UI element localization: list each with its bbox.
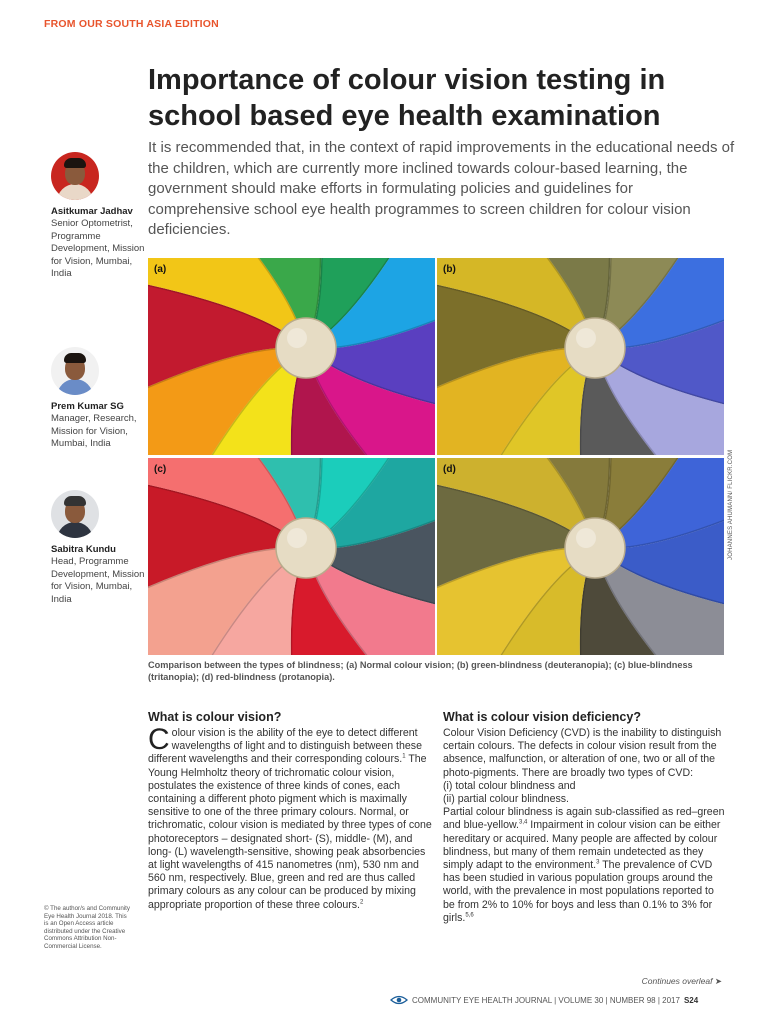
reference-marker: 1 — [402, 753, 406, 760]
author-role: Senior Optometrist, Programme Development, Mission for Vision, Mumbai, India — [51, 218, 145, 279]
page-title: Importance of colour vision testing in school based eye health examination — [148, 64, 666, 132]
standfirst: It is recommended that, in the context of rapid improvements in the educational needs of the children, which are currently more inclined towards colour-based learning, the government should make efforts in formulating policies and guidelines for comprehensive school eye health programmes to screen children for colour vision deficiencies. — [148, 139, 735, 238]
license-note: © The author/s and Community Eye Health Journal 2018. This is an Open Access article distributed under the Creative Commons Attribution Non-Commercial License. — [44, 905, 130, 950]
panel-label: (c) — [154, 464, 167, 475]
section-colour-vision — [148, 710, 433, 912]
continues-overleaf: Continues overleaf ➤ — [641, 976, 722, 986]
photo-panel-c — [148, 458, 435, 655]
photo-panel-b — [437, 258, 724, 455]
avatar — [51, 347, 99, 395]
reference-marker: 5,6 — [465, 912, 474, 919]
wooden-ball — [565, 518, 625, 578]
author-role: Head, Programme Development, Mission for Vision, Mumbai, India — [51, 556, 145, 605]
list-item: (ii) partial colour blindness. — [443, 793, 570, 806]
list-item: (i) total colour blindness and — [443, 779, 576, 792]
author-name: Asitkumar Jadhav — [51, 206, 133, 217]
author-name: Prem Kumar SG — [51, 401, 124, 412]
avatar — [51, 152, 99, 200]
photo-panel-d — [437, 458, 724, 655]
panel-label: (d) — [443, 464, 456, 475]
section-heading: What is colour vision deficiency? — [443, 710, 641, 724]
section-heading: What is colour vision? — [148, 710, 282, 724]
photo-credit: JOHANNES AHUMANN/ FLICKR.COM — [728, 449, 734, 560]
eye-logo-icon — [390, 995, 408, 1005]
section-colour-vision-deficiency — [443, 710, 728, 925]
journal-info: COMMUNITY EYE HEALTH JOURNAL | VOLUME 30 | NUMBER 98 | 2017 — [412, 995, 680, 1005]
wooden-ball — [276, 518, 336, 578]
author-3 — [51, 490, 145, 606]
avatar — [51, 490, 99, 538]
colour-blindness-photo-grid — [148, 258, 724, 655]
photo-panel-a — [148, 258, 435, 455]
panel-label: (a) — [154, 264, 167, 275]
page-footer — [390, 995, 725, 1005]
wooden-ball — [565, 318, 625, 378]
author-name: Sabitra Kundu — [51, 544, 116, 555]
author-1 — [51, 152, 145, 281]
section-body: Colour Vision Deficiency (CVD) is the inability to distinguish certain colours. The defects in colour vision result from the absence, malfunction, or alteration of one, two or all of the photo-pigments. There are broadly two types of CVD: (i) total colour blindness and (ii) partial colour blindness. Partial colour blindness is again sub-classified as red–green and blue-yellow.$^{3,4}$ Impairment in colour vision can be either hereditary or acquired. Many people are affected by colour blindness, but many of them remain undetected as they simply adapt to the environment.$^3$ The prevalence of CVD has been studied in various population groups around the world, with the prevalence in most populations reported to be from 2% to 10% for boys and less than 0.1% to 3% for girls.$^{5,6}$ — [443, 727, 725, 924]
page-number: S24 — [683, 995, 699, 1005]
panel-label: (b) — [443, 264, 456, 275]
reference-marker: 3,4 — [518, 819, 528, 826]
author-role: Manager, Research, Mission for Vision, Mumbai, India — [51, 413, 137, 449]
reference-marker: 3 — [596, 859, 600, 866]
wooden-ball — [276, 318, 336, 378]
reference-marker: 2 — [360, 899, 364, 906]
section-body: Colour vision is the ability of the eye to detect different wavelengths of light and to distinguish between these different wavelengths and their corresponding colours.$^1$ The Young Helmholtz theory of trichromatic colour vision, postulates the existence of three kinds of cones, each containing a different photo pigment which is maximally sensitive to one of the three primary colours. Normal, or trichromatic, colour vision is mediated by three types of cone photoreceptors – designated short- (S), middle- (M), and long- (L) wavelength-sensitive, showing peak absorbencies at light wavelengths of 415 nanometres (nm), 530 nm and 560 nm, respectively. Blue, green and red are thus called primary colours as any colour can be produced by mixing appropriate proportion of these three colours.$^2$ — [148, 723, 432, 911]
edition-label: FROM OUR SOUTH ASIA EDITION — [44, 18, 219, 30]
drop-cap: C — [148, 723, 170, 756]
author-2 — [51, 347, 145, 451]
figure-caption: Comparison between the types of blindness; (a) Normal colour vision; (b) green-blindness (deuteranopia); (c) blue-blindness (tritanopia); (d) red-blindness (protanopia). — [148, 660, 693, 682]
